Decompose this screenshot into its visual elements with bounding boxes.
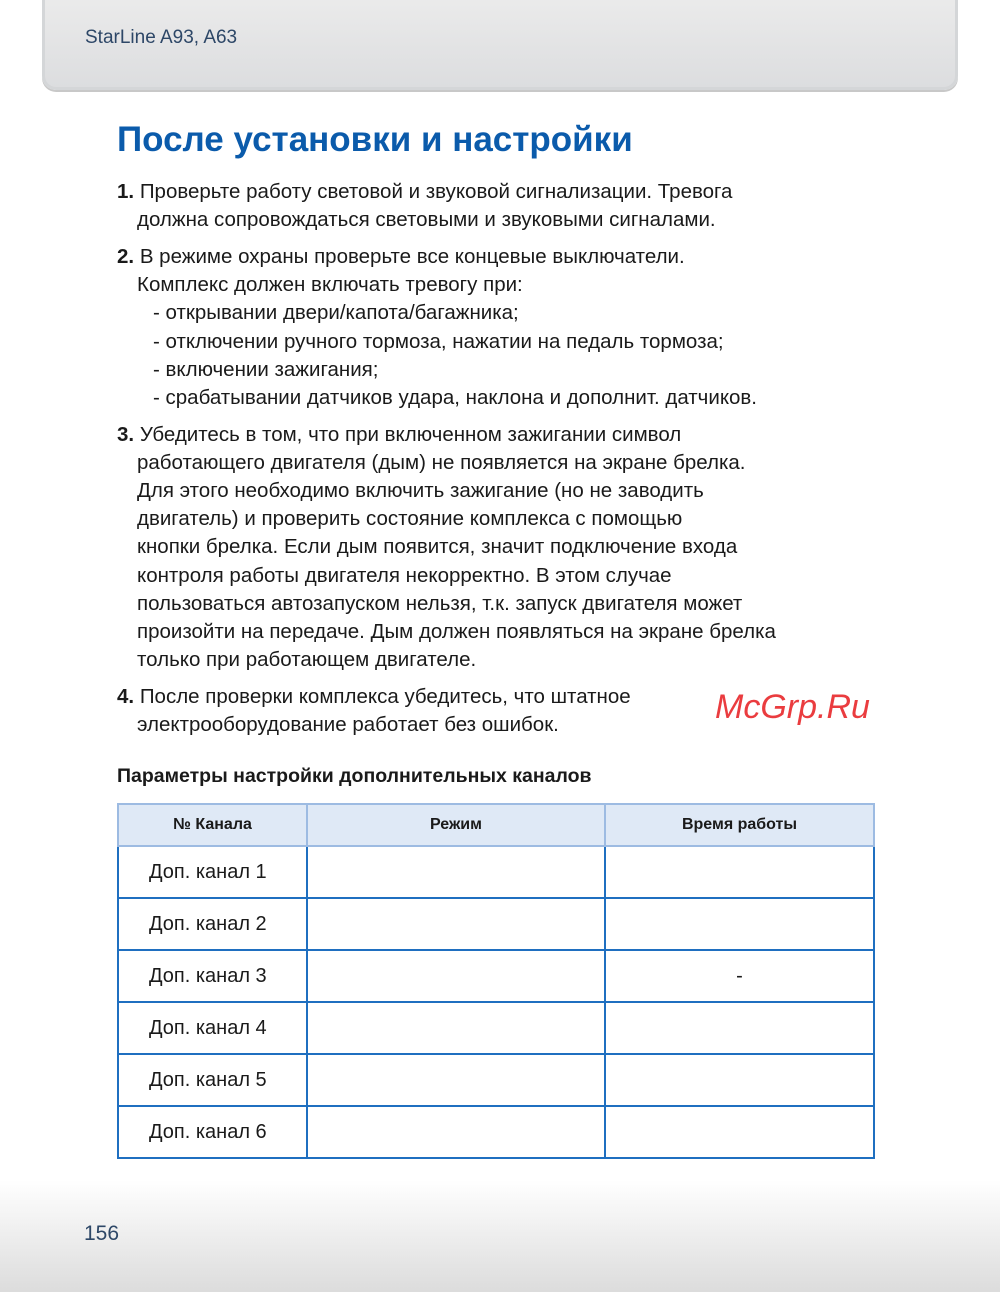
table-row — [118, 1054, 874, 1106]
mode-cell — [307, 1002, 605, 1054]
table-row — [118, 1106, 874, 1158]
table-title: Параметры настройки дополнительных каналов — [117, 765, 592, 787]
item-text: Убедитесь в том, что при включенном зажигании символ — [139, 422, 682, 446]
mode-cell — [307, 1054, 605, 1106]
sub-item: - включении зажигания; — [153, 357, 379, 381]
sub-item: - открывании двери/капота/багажника; — [153, 301, 519, 325]
time-cell — [605, 1054, 874, 1106]
col-header-time: Время работы — [605, 804, 874, 846]
item-text: произойти на передаче. Дым должен появляться на экране брелка — [137, 620, 776, 644]
channel-cell: Доп. канал 5 — [118, 1054, 307, 1106]
time-cell — [605, 1106, 874, 1158]
item-text: После проверки комплекса убедитесь, что штатное — [139, 684, 631, 708]
item-number: 3. — [117, 422, 135, 446]
item-text: работающего двигателя (дым) не появляется на экране брелка. — [137, 450, 746, 474]
item-number: 1. — [117, 180, 135, 203]
item-text: Комплекс должен включать тревогу при: — [137, 273, 523, 297]
list-item — [117, 683, 776, 739]
mode-cell — [307, 1106, 605, 1158]
list-item — [117, 243, 776, 412]
time-cell — [605, 898, 874, 950]
channel-cell: Доп. канал 2 — [118, 898, 307, 950]
page-footer — [0, 1180, 1000, 1292]
mode-cell — [307, 898, 605, 950]
table-row — [118, 898, 874, 950]
mode-cell — [307, 950, 605, 1002]
item-text: контроля работы двигателя некорректно. В этом случае — [137, 563, 672, 587]
table-row — [118, 1002, 874, 1054]
table-row — [118, 846, 874, 898]
watermark: McGrp.Ru — [715, 688, 870, 726]
page-number: 156 — [84, 1222, 120, 1245]
time-cell — [605, 846, 874, 898]
channel-cell: Доп. канал 3 — [118, 950, 307, 1002]
time-cell: - — [605, 950, 874, 1002]
item-text: В режиме охраны проверьте все концевые выключатели. — [139, 244, 685, 268]
channel-cell: Доп. канал 6 — [118, 1106, 307, 1158]
mode-cell — [307, 846, 605, 898]
item-text: только при работающем двигателе. — [137, 648, 477, 672]
table-row — [118, 950, 874, 1002]
item-text: двигатель) и проверить состояние комплекса с помощью — [137, 507, 683, 531]
time-cell — [605, 1002, 874, 1054]
item-text: Проверьте работу световой и звуковой сигнализации. Тревога — [139, 180, 733, 203]
item-text: должна сопровождаться световыми и звуковыми сигналами. — [137, 208, 716, 232]
channels-table — [117, 803, 875, 1159]
col-header-channel: № Канала — [118, 804, 307, 846]
list-item — [117, 178, 776, 234]
sub-item: - срабатывании датчиков удара, наклона и дополнит. датчиков. — [153, 385, 757, 409]
product-name: StarLine A93, A63 — [85, 27, 238, 48]
item-text: пользоваться автозапуском нельзя, т.к. запуск двигателя может — [137, 591, 743, 615]
page-header — [42, 0, 958, 90]
item-text: электрооборудование работает без ошибок. — [137, 713, 559, 737]
item-number: 4. — [117, 684, 135, 708]
col-header-mode: Режим — [307, 804, 605, 846]
channel-cell: Доп. канал 4 — [118, 1002, 307, 1054]
item-text: кнопки брелка. Если дым появится, значит подключение входа — [137, 535, 738, 559]
item-text: Для этого необходимо включить зажигание (но не заводить — [137, 479, 704, 503]
list-item — [117, 421, 776, 675]
checklist — [117, 178, 776, 748]
sub-item: - отключении ручного тормоза, нажатии на педаль тормоза; — [153, 329, 724, 353]
item-number: 2. — [117, 244, 135, 268]
page-title: После установки и настройки — [117, 120, 633, 159]
channel-cell: Доп. канал 1 — [118, 846, 307, 898]
